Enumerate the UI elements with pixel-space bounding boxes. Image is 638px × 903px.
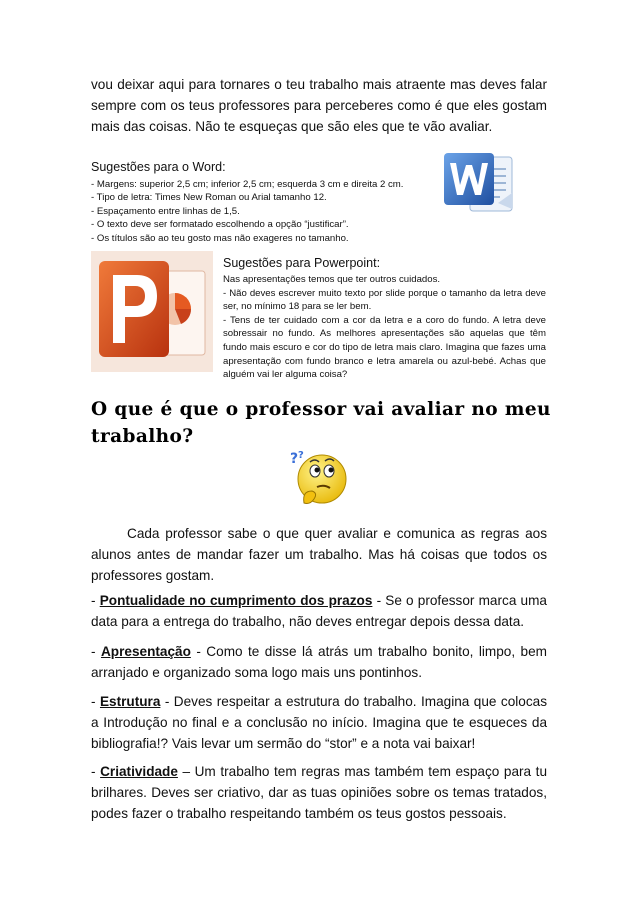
powerpoint-icon xyxy=(91,251,213,372)
criterion-prefix: - xyxy=(91,764,101,779)
criterion-prefix: - xyxy=(91,694,100,709)
list-item: - Os títulos são ao teu gosto mas não exageres no tamanho. xyxy=(91,232,349,244)
svg-text:?: ? xyxy=(298,450,304,461)
body-paragraph xyxy=(91,523,547,586)
powerpoint-suggestions-title: Sugestões para Powerpoint: xyxy=(223,256,381,270)
body-intro-text: Cada professor sabe o que quer avaliar e comunica as regras aos alunos antes de mandar fazer um trabalho. Mas há coisas que todos os professores gostam. xyxy=(91,526,547,583)
criterion-text: - Se o professor marca uma data para a entrega do trabalho, não deves entregar depois dessa data. xyxy=(91,593,547,629)
word-suggestions-title: Sugestões para o Word: xyxy=(91,160,226,174)
list-item: - Espaçamento entre linhas de 1,5. xyxy=(91,205,240,217)
list-item: Nas apresentações temos que ter outros cuidados. xyxy=(223,274,441,285)
powerpoint-suggestions-list xyxy=(223,273,546,382)
list-item: - Margens: superior 2,5 cm; inferior 2,5 cm; esquerda 3 cm e direita 2 cm. xyxy=(91,179,404,190)
section-heading: O que é que o professor vai avaliar no meu trabalho? xyxy=(91,399,551,447)
intro-paragraph: vou deixar aqui para tornares o teu trabalho mais atraente mas deves falar sempre com os teus professores para perceberes como é que eles gostam mais das coisas. Não te esqueças que são eles que te vão avaliar. xyxy=(91,77,547,134)
thinking-face-icon xyxy=(284,445,350,511)
criterion-item xyxy=(91,761,547,824)
criterion-term: Apresentação xyxy=(100,644,191,659)
list-item: - Tipo de letra: Times New Roman ou Arial tamanho 12. xyxy=(91,192,327,204)
criterion-text: - Como te disse lá atrás um trabalho bonito, limpo, bem arranjado e organizado soma logo mais uns pontinhos. xyxy=(91,644,547,680)
word-suggestions-list xyxy=(91,178,431,245)
criterion-text: – Um trabalho tem regras mas também tem espaço para tu brilhares. Deves ser criativo, dar as tuas opiniões sobre os temas tratados, podes fazer o trabalho respeitando também os teus gostos pessoais. xyxy=(91,764,548,821)
criterion-item xyxy=(91,641,547,683)
word-icon xyxy=(440,143,522,225)
criterion-text: - Deves respeitar a estrutura do trabalho. Imagina que colocas a Introdução no final e a conclusão no início. Imagina que te esqueces da bibliografia!? Vais levar um sermão do “stor” e a nota vai baixar! xyxy=(91,694,548,751)
criterion-prefix: - xyxy=(91,644,101,659)
svg-text:?: ? xyxy=(290,451,299,467)
criterion-term: Pontualidade no cumprimento dos prazos xyxy=(99,593,373,608)
list-item: - O texto deve ser formatado escolhendo a opção “justificar”. xyxy=(91,219,349,231)
criterion-term: Criatividade xyxy=(100,764,178,779)
list-item: - Não deves escrever muito texto por slide porque o tamanho da letra deve ser, no mínimo 18 para se ler bem. xyxy=(223,287,546,313)
criterion-term: Estrutura xyxy=(99,694,161,709)
criterion-prefix: - xyxy=(91,593,100,608)
list-item: - Tens de ter cuidado com a cor da letra e a coro do fundo. A letra deve sobressair no fundo. As melhores apresentações são aquelas que têm fundo mais escuro e cor do tipo de letra mais claro. Imagina que fazes uma apresentação com fundo branco e letra amarela ou azul-bebé. Achas que alguém vai ler alguma coisa? xyxy=(223,314,546,381)
criterion-item xyxy=(91,590,547,632)
criterion-item xyxy=(91,691,547,754)
